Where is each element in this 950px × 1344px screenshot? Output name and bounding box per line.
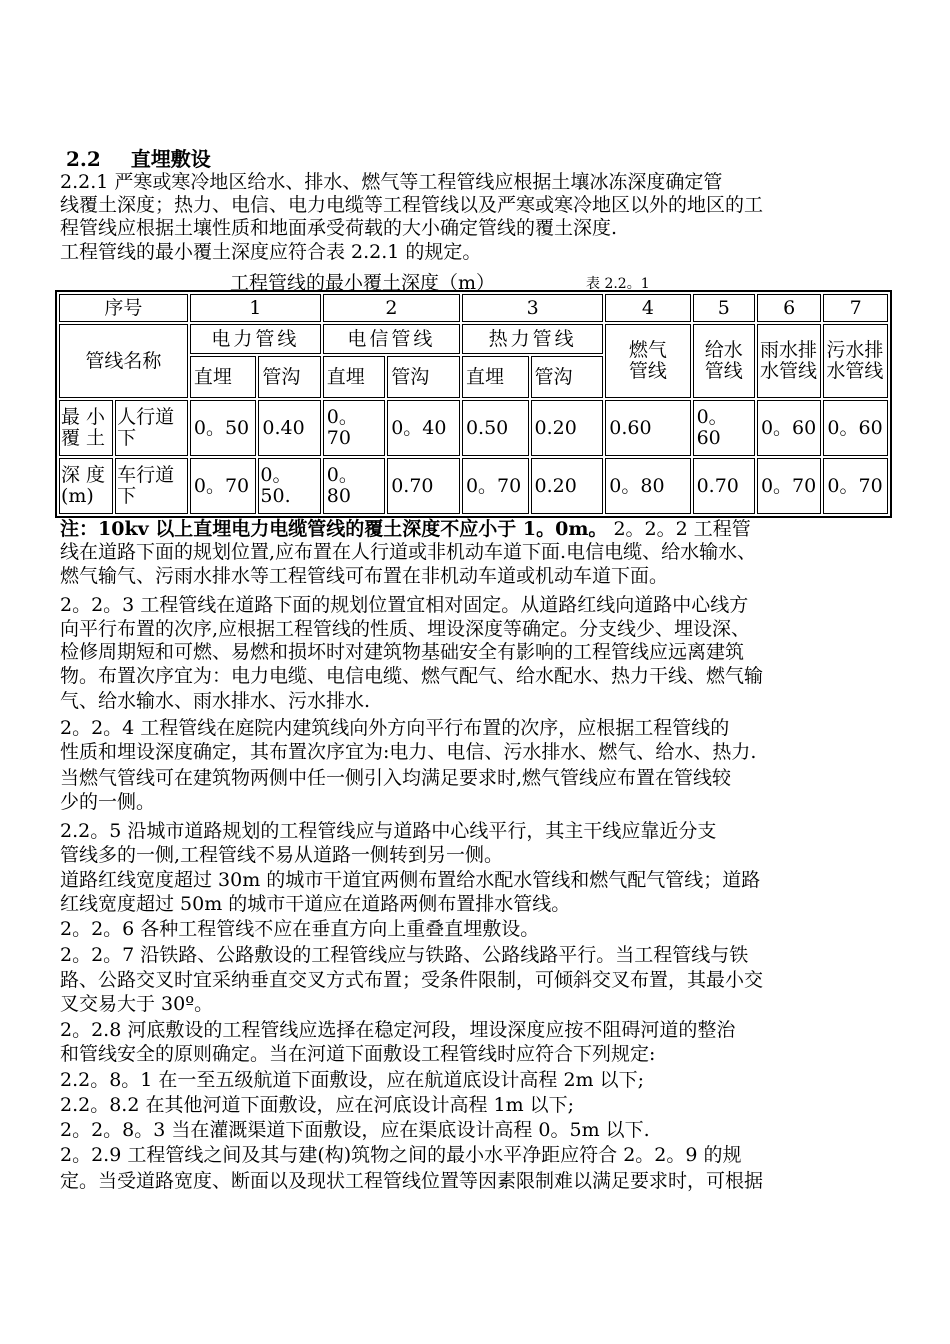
body-line: 2。2。3 工程管线在道路下面的规划位置宜相对固定。从道路红线向道路中心线方 <box>60 594 749 616</box>
body-line: 少的一侧。 <box>60 791 156 813</box>
seq-cell: 5 <box>693 294 755 322</box>
intro-line-4: 工程管线的最小覆土深度应符合表 2.2.1 的规定。 <box>60 241 482 263</box>
seq-cell: 1 <box>190 294 321 322</box>
name-label: 管线名称 <box>59 324 188 398</box>
rain-header: 雨水排水管线 <box>757 324 821 398</box>
value-cell: 0。70 <box>462 458 529 514</box>
body-line: 2。2。6 各种工程管线不应在垂直方向上重叠直埋敷设。 <box>60 918 540 940</box>
row-name: 人行道下 <box>115 400 188 456</box>
value-cell: 0。70 <box>757 458 821 514</box>
body-line: 线在道路下面的规划位置,应布置在人行道或非机动车道下面.电信电缆、给水输水、 <box>60 541 757 563</box>
body-line: 2。2。8。3 当在灌溉渠道下面敷设，应在渠底设计高程 0。5m 以下. <box>60 1119 650 1141</box>
value-cell: 0。50 <box>190 400 257 456</box>
value-cell: 0.40 <box>258 400 320 456</box>
value-cell: 0.50 <box>462 400 529 456</box>
intro-line-1: 2.2.1 严寒或寒冷地区给水、排水、燃气等工程管线应根据土壤冰冻深度确定管 <box>60 171 723 193</box>
value-cell: 0.60 <box>605 400 690 456</box>
body-line: 2。2.8 河底敷设的工程管线应选择在稳定河段，埋设深度应按不阻碍河道的整治 <box>60 1019 736 1041</box>
value-cell: 0.70 <box>387 458 460 514</box>
table-note: 注：10kv 以上直埋电力电缆管线的覆土深度不应小于 1。0m。 <box>60 518 608 540</box>
body-line: 向平行布置的次序,应根据工程管线的性质、埋设深度等确定。分支线少、埋设深、 <box>60 618 751 640</box>
body-line: 检修周期短和可燃、易燃和损坏时对建筑物基础安全有影响的工程管线应远离建筑 <box>60 641 745 663</box>
group-header: 电信管线 <box>323 324 460 354</box>
group-header: 热力管线 <box>462 324 603 354</box>
value-cell: 0。80 <box>323 458 385 514</box>
value-cell: 0.20 <box>531 400 604 456</box>
value-cell: 0。70 <box>823 458 888 514</box>
body-line: 气、给水输水、雨水排水、污水排水. <box>60 690 371 712</box>
body-line: 燃气输气、污雨水排水等工程管线可布置在非机动车道或机动车道下面。 <box>60 565 669 587</box>
sub-header: 直埋 <box>462 356 529 398</box>
body-line: 2。2。7 沿铁路、公路敷设的工程管线应与铁路、公路线路平行。当工程管线与铁 <box>60 944 749 966</box>
body-line: 性质和埋设深度确定，其布置次序宜为:电力、电信、污水排水、燃气、给水、热力. <box>60 741 757 763</box>
seq-cell: 6 <box>757 294 821 322</box>
body-line: 2.2。5 沿城市道路规划的工程管线应与道路中心线平行，其主干线应靠近分支 <box>60 820 717 842</box>
group-header: 电力管线 <box>190 324 321 354</box>
section-number: 2.2 <box>66 147 101 171</box>
sub-header: 管沟 <box>258 356 320 398</box>
value-cell: 0。50. <box>258 458 320 514</box>
sewage-header: 污水排水管线 <box>823 324 888 398</box>
intro-line-3: 程管线应根据土壤性质和地面承受荷载的大小确定管线的覆土深度. <box>60 217 618 239</box>
body-line: 当燃气管线可在建筑物两侧中任一侧引入均满足要求时,燃气管线应布置在管线较 <box>60 767 732 789</box>
value-cell: 0。60 <box>757 400 821 456</box>
table-row <box>59 324 888 354</box>
seq-cell: 4 <box>605 294 690 322</box>
row-name: 车行道下 <box>115 458 188 514</box>
value-cell: 0。80 <box>605 458 690 514</box>
value-cell: 0.70 <box>693 458 755 514</box>
body-line: 2。2.9 工程管线之间及其与建(构)筑物之间的最小水平净距应符合 2。2。9 的规 <box>60 1144 742 1166</box>
body-line: 叉交易大于 30º。 <box>60 993 214 1015</box>
table-caption: 工程管线的最小覆土深度（m） <box>230 272 496 294</box>
value-cell: 0.20 <box>531 458 604 514</box>
body-line: 2.2。8.2 在其他河道下面敷设，应在河底设计高程 1m 以下; <box>60 1094 575 1116</box>
body-line: 2.2。8。1 在一至五级航道下面敷设，应在航道底设计高程 2m 以下; <box>60 1069 645 1091</box>
seq-cell: 2 <box>323 294 460 322</box>
table-row <box>59 294 888 322</box>
sub-header: 直埋 <box>323 356 385 398</box>
table-row <box>59 400 888 456</box>
water-header: 给水管线 <box>693 324 755 398</box>
sub-header: 直埋 <box>190 356 257 398</box>
gas-header: 燃气管线 <box>605 324 690 398</box>
body-line: 道路红线宽度超过 30m 的城市干道宜两侧布置给水配水管线和燃气配气管线；道路 <box>60 869 761 891</box>
body-line: 红线宽度超过 50m 的城市干道应在道路两侧布置排水管线。 <box>60 893 571 915</box>
body-line: 定。当受道路宽度、断面以及现状工程管线位置等因素限制难以满足要求时，可根据 <box>60 1170 764 1192</box>
row-label: 深 度(m) <box>59 458 113 514</box>
cover-depth-table <box>55 290 892 518</box>
body-line: 路、公路交叉时宜采纳垂直交叉方式布置；受条件限制，可倾斜交叉布置，其最小交 <box>60 969 764 991</box>
note-tail: 2。2。2 工程管 <box>607 518 751 540</box>
seq-cell: 7 <box>823 294 888 322</box>
value-cell: 0。60 <box>823 400 888 456</box>
body-line: 物。布置次序宜为：电力电缆、电信电缆、燃气配气、给水配水、热力干线、燃气输 <box>60 665 764 687</box>
row-label: 最 小覆 土 <box>59 400 113 456</box>
section-heading <box>66 143 211 172</box>
section-title: 直埋敷设 <box>130 147 211 171</box>
intro-line-2: 线覆土深度；热力、电信、电力电缆等工程管线以及严寒或寒冷地区以外的地区的工 <box>60 194 764 216</box>
sub-header: 管沟 <box>387 356 460 398</box>
table-row <box>59 458 888 514</box>
note-line <box>60 518 900 540</box>
value-cell: 0。40 <box>387 400 460 456</box>
seq-label: 序号 <box>59 294 188 322</box>
seq-cell: 3 <box>462 294 603 322</box>
table-number: 表 2.2。1 <box>586 276 650 292</box>
value-cell: 0。70 <box>190 458 257 514</box>
body-line: 管线多的一侧,工程管线不易从道路一侧转到另一侧。 <box>60 844 504 866</box>
value-cell: 0。60 <box>693 400 755 456</box>
sub-header: 管沟 <box>531 356 604 398</box>
body-line: 和管线安全的原则确定。当在河道下面敷设工程管线时应符合下列规定: <box>60 1043 656 1065</box>
body-line: 2。2。4 工程管线在庭院内建筑线向外方向平行布置的次序，应根据工程管线的 <box>60 717 730 739</box>
value-cell: 0。70 <box>323 400 385 456</box>
